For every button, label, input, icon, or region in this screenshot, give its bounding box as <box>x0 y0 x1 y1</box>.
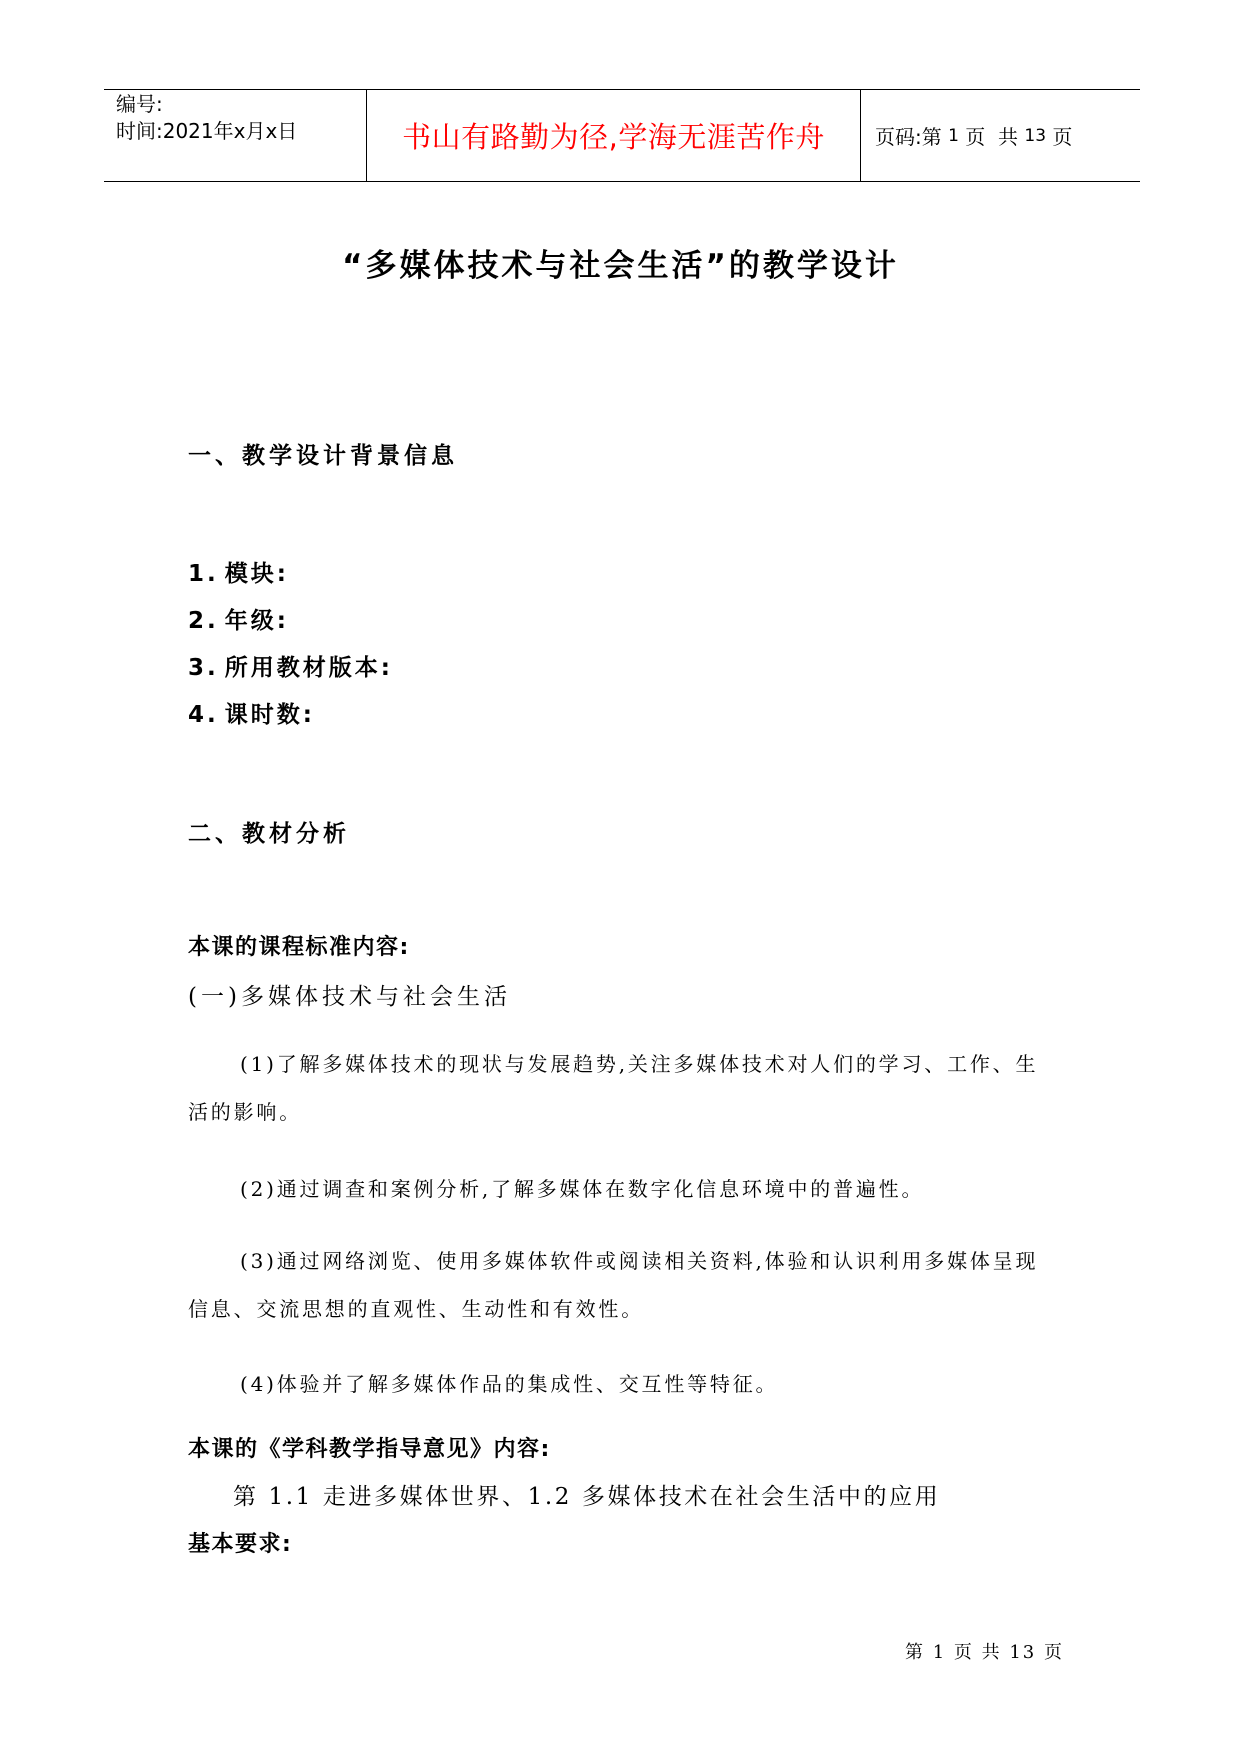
standard-heading: 本课的课程标准内容: <box>188 935 410 960</box>
document-title: “多媒体技术与社会生活”的教学设计 <box>342 248 899 284</box>
header-motto: 书山有路勤为径,学海无涯苦作舟 <box>367 90 861 181</box>
header-page-info <box>861 90 1140 181</box>
list-item-number: 2. <box>188 608 219 634</box>
list-item-label: 年级: <box>224 608 289 634</box>
list-item-label: 课时数: <box>224 702 315 728</box>
standard-point: (4)体验并了解多媒体作品的集成性、交互性等特征。 <box>240 1372 779 1396</box>
list-item-label: 所用教材版本: <box>224 655 393 681</box>
list-item-number: 3. <box>188 655 219 681</box>
standard-subheading: (一)多媒体技术与社会生活 <box>188 984 511 1010</box>
list-item-label: 模块: <box>224 561 289 587</box>
list-item <box>188 696 315 729</box>
list-item-number: 1. <box>188 561 219 587</box>
page-current: 1 <box>948 125 959 146</box>
basic-requirements-heading: 基本要求: <box>188 1532 293 1557</box>
standard-point: (2)通过调查和案例分析,了解多媒体在数字化信息环境中的普遍性。 <box>240 1177 925 1201</box>
guide-reference: 第 1.1 走进多媒体世界、1.2 多媒体技术在社会生活中的应用 <box>233 1484 941 1510</box>
section-heading-analysis: 二、教材分析 <box>188 821 350 847</box>
page-footer: 第 1 页 共 13 页 <box>905 1642 1064 1663</box>
standard-point: (3)通过网络浏览、使用多媒体软件或阅读相关资料,体验和认识利用多媒体呈现信息、交流思想的直观性、生动性和有效性。 <box>188 1249 1039 1321</box>
list-item-number: 4. <box>188 702 219 728</box>
serial-number-label: 编号: <box>116 92 163 116</box>
section-heading-background: 一、教学设计背景信息 <box>188 443 458 469</box>
guide-heading: 本课的《学科教学指导意见》内容: <box>188 1437 551 1462</box>
page-header <box>104 89 1140 182</box>
standard-point: (1)了解多媒体技术的现状与发展趋势,关注多媒体技术对人们的学习、工作、生活的影响。 <box>188 1052 1039 1124</box>
header-left-cell <box>104 90 367 181</box>
list-item <box>188 555 289 588</box>
page-prefix: 页码:第 <box>875 125 949 149</box>
list-item <box>188 649 393 682</box>
page-suffix: 页 <box>1046 125 1073 149</box>
date-label: 时间:2021年x月x日 <box>116 119 298 143</box>
list-item <box>188 602 289 635</box>
page-total: 13 <box>1024 125 1047 146</box>
page-middle: 页 共 <box>958 125 1025 149</box>
